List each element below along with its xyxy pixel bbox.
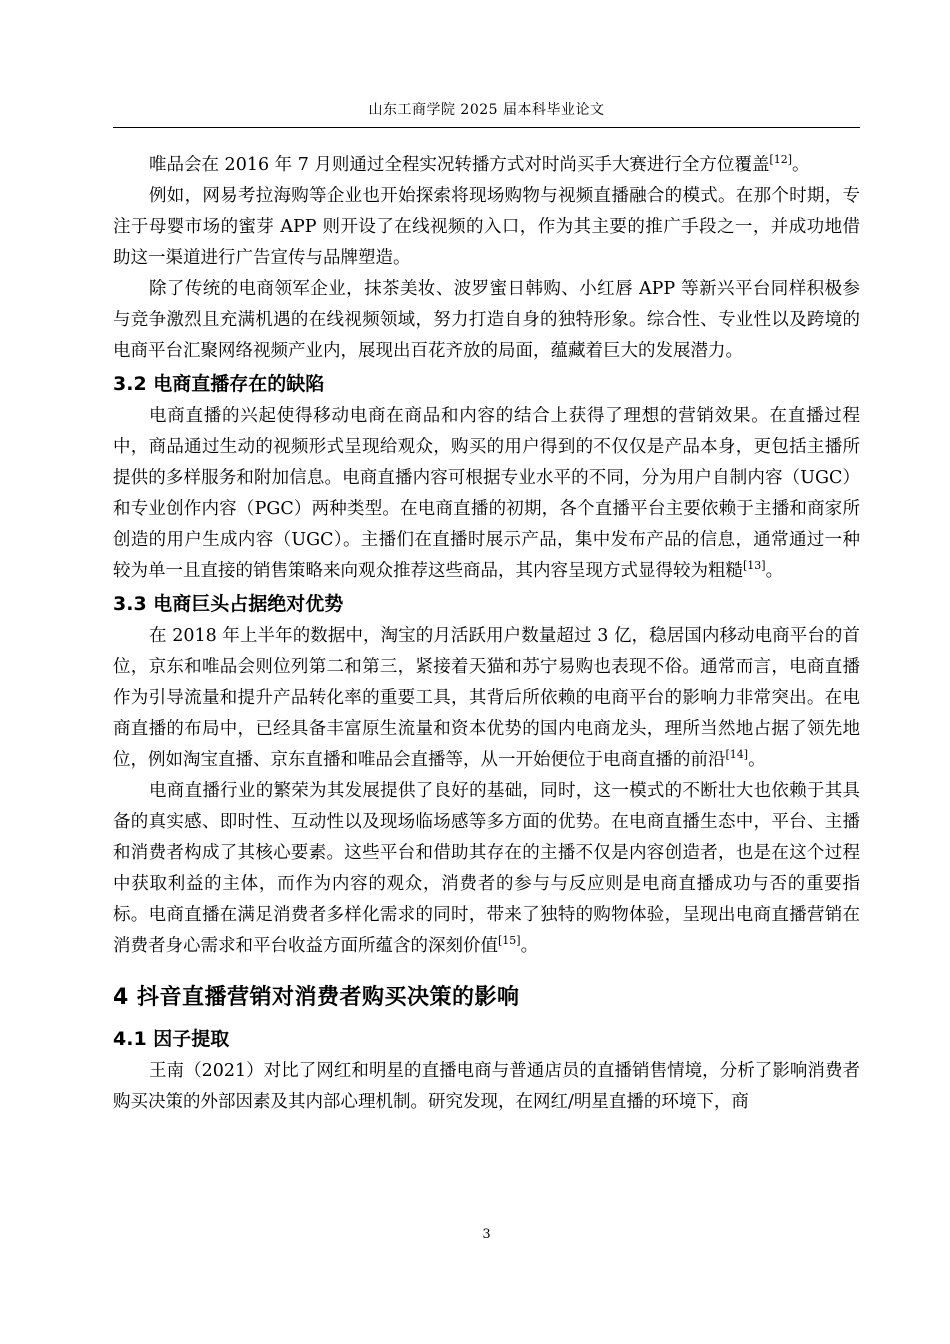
paragraph-end: 。 (765, 561, 784, 581)
citation-ref: [12] (769, 153, 793, 167)
citation-ref: [13] (743, 559, 766, 573)
paragraph-text: 在 2018 年上半年的数据中，淘宝的月活跃用户数量超过 3 亿，稳居国内移动电商平台的首位，京东和唯品会则位列第二和第三，紧接着天猫和苏宁易购也表现不俗。通常而言，电商直播作为引导流量和提升产品转化率的重要工具，其背后所依赖的电商平台的影响力非常突出。在电商直播的布局中，已经具备丰富原生流量和资本优势的国内电商龙头，理所当然地占据了领先地位，例如淘宝直播、京东直播和唯品会直播等，从一开始便位于电商直播的前沿 (113, 626, 860, 770)
paragraph-text: 电商直播的兴起使得移动电商在商品和内容的结合上获得了理想的营销效果。在直播过程中，商品通过生动的视频形式呈现给观众，购买的用户得到的不仅仅是产品本身，更包括主播所提供的多样服务和附加信息。电商直播内容可根据专业水平的不同，分为用户自制内容（UGC）和专业创作内容（PGC）两种类型。在电商直播的初期，各个直播平台主要依赖于主播和商家所创造的用户生成内容（UGC）。主播们在直播时展示产品，集中发布产品的信息，通常通过一种较为单一且直接的销售策略来向观众推荐这些商品，其内容呈现方式显得较为粗糙 (113, 406, 860, 581)
paragraph: 王南（2021）对比了网红和明星的直播电商与普通店员的直播销售情境，分析了影响消费者购买决策的外部因素及其内部心理机制。研究发现，在网红/明星直播的环境下，商 (113, 1061, 860, 1112)
section-heading-3-3: 3.3 电商巨头占据绝对优势 (113, 593, 344, 615)
paragraph-text: 电商直播行业的繁荣为其发展提供了良好的基础，同时，这一模式的不断壮大也依赖于其具备的真实感、即时性、互动性以及现场临场感等多方面的优势。在电商直播生态中，平台、主播和消费者构成了其核心要素。这些平台和借助其存在的主播不仅是内容创造者，也是在这个过程中获取利益的主体，而作为内容的观众，消费者的参与与反应则是电商直播成功与否的重要指标。电商直播在满足消费者多样化需求的同时，带来了独特的购物体验，呈现出电商直播营销在消费者身心需求和平台收益方面所蕴含的深刻价值 (113, 781, 860, 956)
paragraph-end: 。 (520, 936, 539, 956)
paragraph-end: 。 (792, 155, 810, 175)
paragraph (113, 776, 860, 962)
paragraph: 除了传统的电商领军企业，抹茶美妆、波罗蜜日韩购、小红唇 APP 等新兴平台同样积极参与竞争激烈且充满机遇的在线视频领域，努力打造自身的独特形象。综合性、专业性以及跨境的电商平台汇聚网络视频产业内，展现出百花齐放的局面，蕴藏着巨大的发展潜力。 (113, 279, 860, 361)
citation-ref: [15] (498, 934, 521, 948)
citation-ref: [14] (725, 748, 749, 762)
chapter-heading-4: 4 抖音直播营销对消费者购买决策的影响 (113, 985, 520, 1010)
paragraph: 例如，网易考拉海购等企业也开始探索将现场购物与视频直播融合的模式。在那个时期，专注于母婴市场的蜜芽 APP 则开设了在线视频的入口，作为其主要的推广手段之一，并成功地借助这一渠道进行广告宣传与品牌塑造。 (113, 186, 860, 268)
paragraph-text: 唯品会在 2016 年 7 月则通过全程实况转播方式对时尚买手大赛进行全方位覆盖 (149, 155, 770, 175)
body-content (113, 150, 860, 1118)
section-heading-4-1: 4.1 因子提取 (113, 1028, 230, 1050)
page-number: 3 (482, 1227, 491, 1242)
section-heading-3-2: 3.2 电商直播存在的缺陷 (113, 373, 325, 395)
header-divider (113, 127, 860, 128)
paragraph-end: 。 (748, 750, 766, 770)
paragraph (113, 150, 860, 181)
paragraph (113, 621, 860, 776)
running-header: 山东工商学院 2025 届本科毕业论文 (368, 102, 605, 118)
paragraph (113, 401, 860, 587)
